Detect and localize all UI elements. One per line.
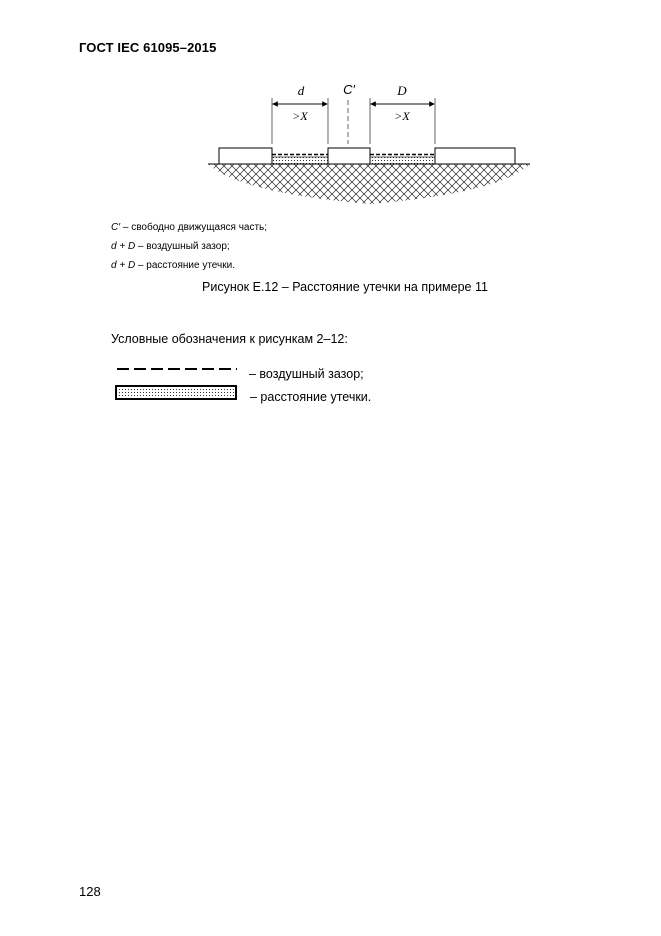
creepage-diagram [200, 78, 540, 208]
legend-symbol: C′ [111, 222, 121, 233]
legend-line-air-gap [111, 241, 230, 252]
conventions-title: Условные обозначения к рисункам 2–12: [111, 332, 348, 346]
conventions-symbols [115, 364, 240, 404]
label-c-prime: C′ [343, 82, 355, 97]
movable-part-c [328, 148, 370, 164]
legend-text: – свободно движущаяся часть; [120, 222, 268, 233]
legend-line-c [111, 222, 267, 233]
legend-text: – расстояние утечки. [135, 260, 235, 271]
page-number: 128 [79, 884, 101, 899]
label-D: D [397, 83, 407, 98]
legend-symbol: d + D [111, 241, 136, 252]
creepage-strip-left [272, 157, 328, 164]
creepage-symbol [116, 386, 236, 399]
air-gap-key-text: – воздушный зазор; [249, 367, 364, 381]
legend-line-creepage [111, 260, 235, 271]
creepage-strip-right [370, 157, 435, 164]
figure-caption: Рисунок Е.12 – Расстояние утечки на примере 11 [202, 280, 488, 294]
legend-symbol: d + D [111, 260, 136, 271]
label-x-left: >X [292, 109, 308, 123]
label-d: d [297, 83, 305, 98]
right-conductor [435, 148, 515, 164]
base-material [208, 164, 530, 204]
label-x-right: >X [394, 109, 410, 123]
left-conductor [219, 148, 272, 164]
legend-text: – воздушный зазор; [135, 241, 230, 252]
document-header: ГОСТ IEC 61095–2015 [79, 40, 217, 55]
creepage-key-text: – расстояние утечки. [250, 390, 372, 404]
